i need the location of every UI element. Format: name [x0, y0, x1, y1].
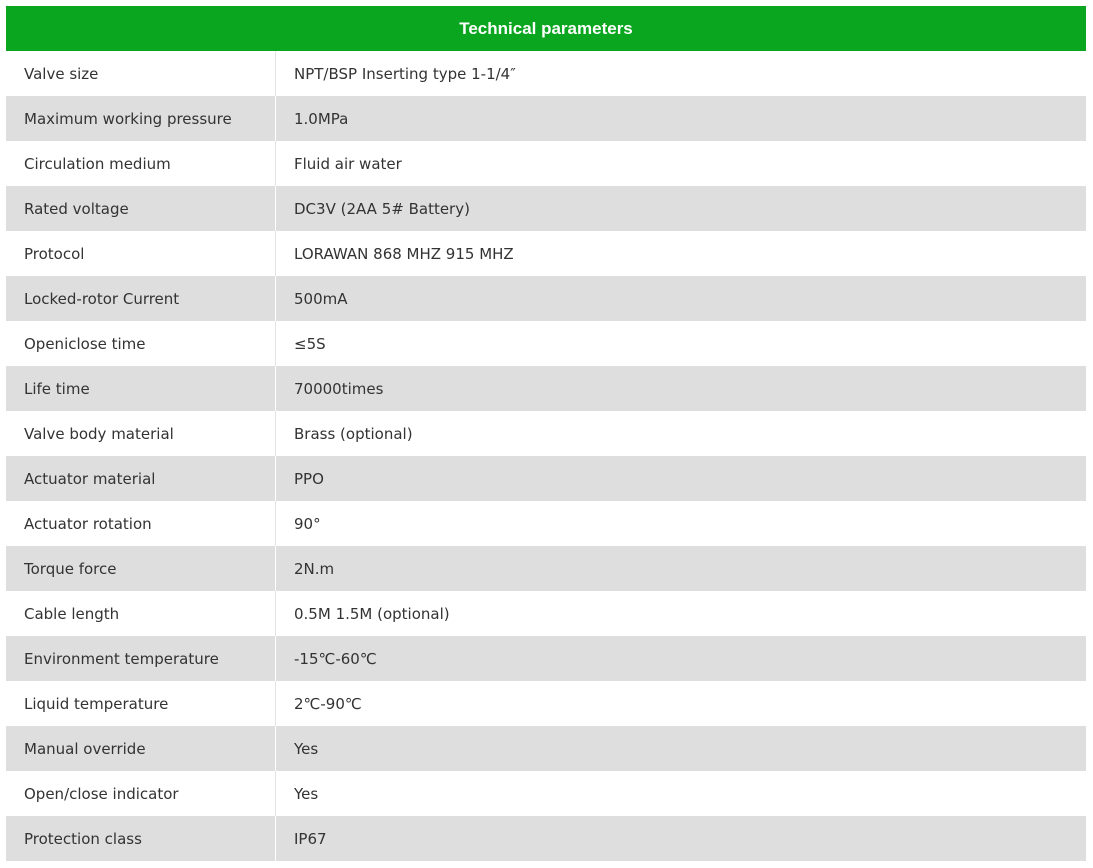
parameter-value: 1.0MPa	[294, 109, 349, 128]
parameter-label: Valve body material	[6, 411, 276, 456]
table-row	[6, 501, 1086, 546]
parameter-value: Brass (optional)	[294, 424, 413, 443]
table-title: Technical parameters	[459, 18, 633, 38]
table-row	[6, 276, 1086, 321]
table-row	[6, 366, 1086, 411]
parameter-value: ≤5S	[294, 334, 326, 353]
table-row	[6, 681, 1086, 726]
parameter-label: Torque force	[6, 546, 276, 591]
parameter-label: Circulation medium	[6, 141, 276, 186]
parameter-value: Yes	[294, 739, 319, 758]
parameter-value: 2N.m	[294, 559, 335, 578]
parameter-label: Actuator rotation	[6, 501, 276, 546]
table-row	[6, 411, 1086, 456]
parameter-value: DC3V (2AA 5# Battery)	[294, 199, 470, 218]
parameter-label: Liquid temperature	[6, 681, 276, 726]
parameter-label: Locked-rotor Current	[6, 276, 276, 321]
table-row	[6, 456, 1086, 501]
parameter-value: 70000times	[294, 379, 384, 398]
table-row	[6, 636, 1086, 681]
parameter-label: Valve size	[6, 51, 276, 96]
table-row	[6, 141, 1086, 186]
table-row	[6, 51, 1086, 96]
table-row	[6, 96, 1086, 141]
technical-parameters-table	[6, 6, 1086, 861]
parameter-label: Cable length	[6, 591, 276, 636]
parameter-label: Maximum working pressure	[6, 96, 276, 141]
parameter-label: Protection class	[6, 816, 276, 861]
parameter-label: Actuator material	[6, 456, 276, 501]
table-row	[6, 231, 1086, 276]
parameter-value: Fluid air water	[294, 154, 402, 173]
table-row	[6, 546, 1086, 591]
parameter-value: PPO	[294, 469, 324, 488]
table-row	[6, 816, 1086, 861]
parameter-value: -15℃-60℃	[294, 649, 377, 668]
table-row	[6, 771, 1086, 816]
table-body	[6, 51, 1086, 861]
table-row	[6, 591, 1086, 636]
parameter-label: Environment temperature	[6, 636, 276, 681]
parameter-label: Rated voltage	[6, 186, 276, 231]
parameter-label: Protocol	[6, 231, 276, 276]
parameter-label: Manual override	[6, 726, 276, 771]
parameter-value: 90°	[294, 514, 321, 533]
table-row	[6, 321, 1086, 366]
table-row	[6, 186, 1086, 231]
table-header	[6, 6, 1086, 51]
parameter-label: Life time	[6, 366, 276, 411]
parameter-value: NPT/BSP Inserting type 1-1/4″	[294, 64, 516, 83]
parameter-value: 0.5M 1.5M (optional)	[294, 604, 450, 623]
parameter-label: Open/close indicator	[6, 771, 276, 816]
parameter-value: 2℃-90℃	[294, 694, 362, 713]
parameter-label: Openiclose time	[6, 321, 276, 366]
parameter-value: IP67	[294, 829, 327, 848]
parameter-value: LORAWAN 868 MHZ 915 MHZ	[294, 244, 514, 263]
parameter-value: Yes	[294, 784, 319, 803]
parameter-value: 500mA	[294, 289, 348, 308]
table-row	[6, 726, 1086, 771]
